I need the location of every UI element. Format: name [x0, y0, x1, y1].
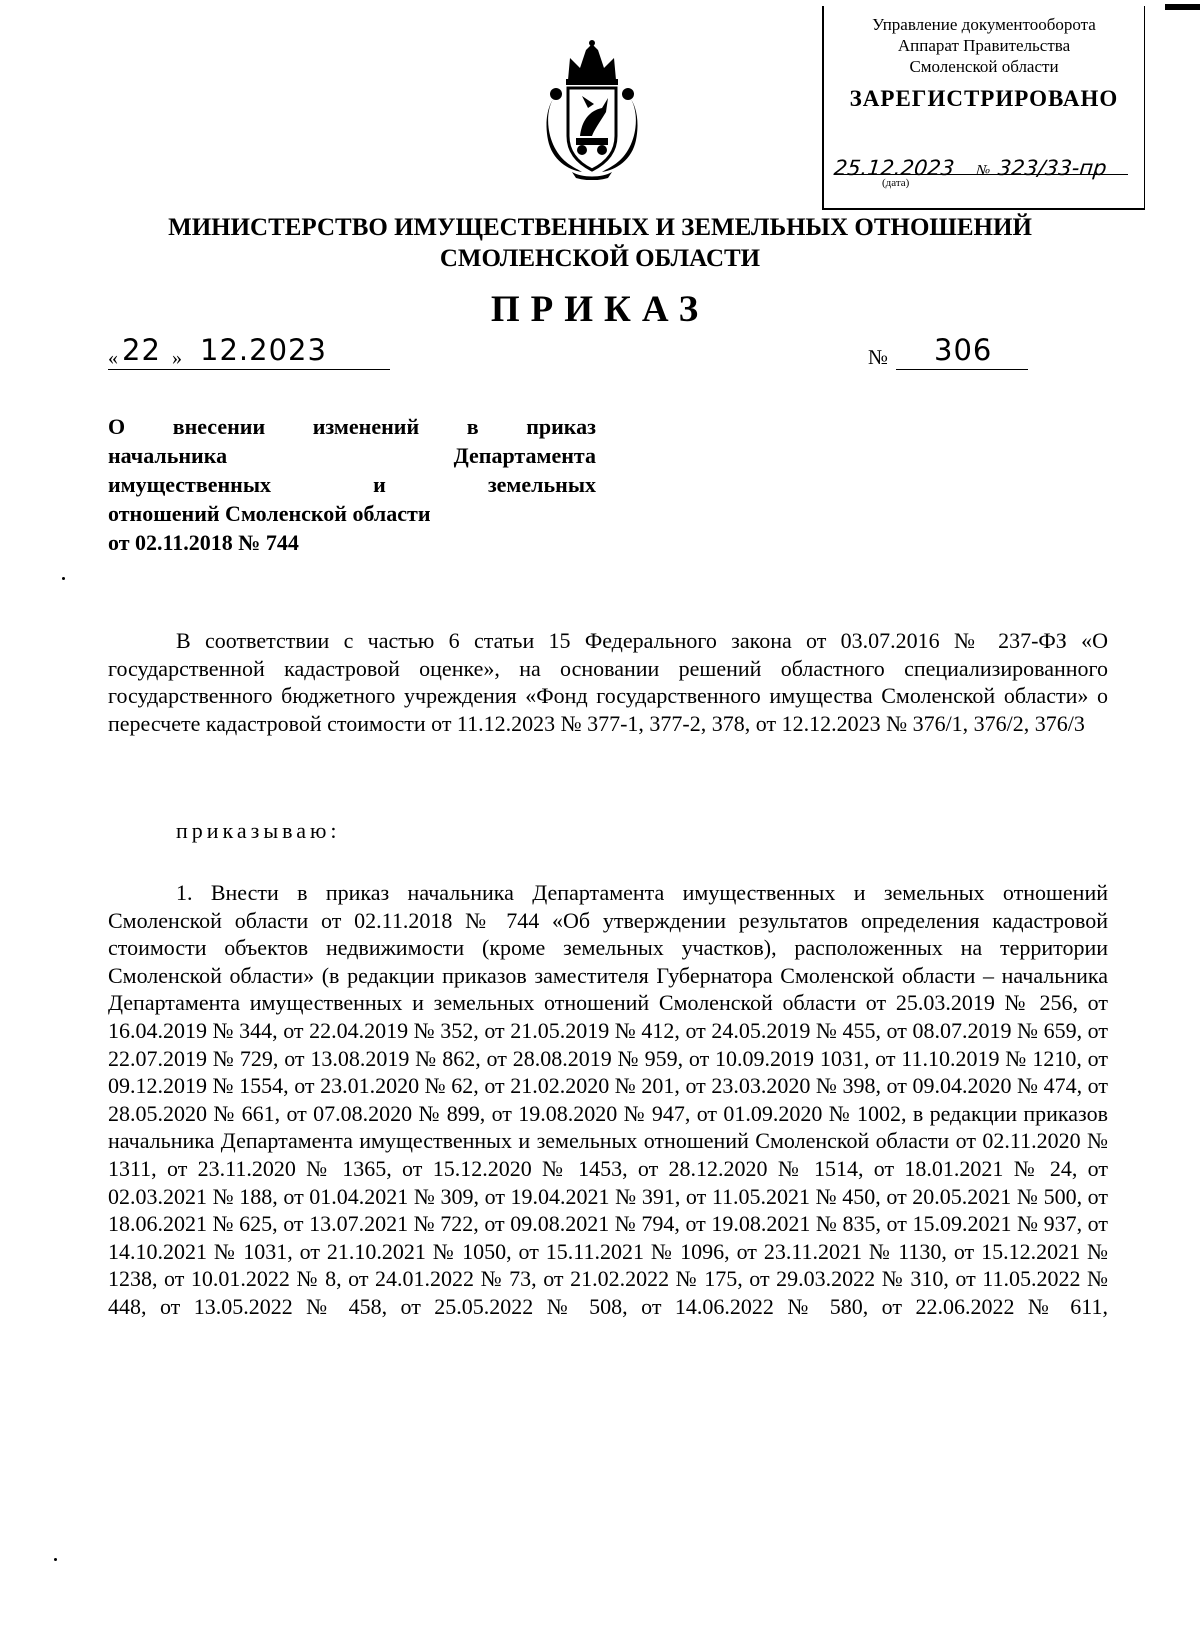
smolensk-coat-of-arms-icon — [542, 40, 642, 180]
preamble-text: В соответствии с частью 6 статьи 15 Федерального закона от 03.07.2016 № 237-ФЗ «О государственной кадастровой оценке», на основании решений областного специализированного государственного бюджетного учреждения «Фонд государственного имущества Смоленской области» о пересчете кадастровой стоимости от 11.12.2023 № 377-1, 377-2, 378, от 12.12.2023 № 376/1, 376/2, 376/3 — [108, 628, 1108, 736]
stamp-date-handwritten: 25.12.2023 — [832, 156, 956, 180]
stamp-registered: ЗАРЕГИСТРИРОВАНО — [849, 86, 1119, 111]
subject-line-5: от 02.11.2018 № 744 — [108, 530, 299, 555]
date-underline — [108, 369, 390, 370]
ministry-line-1: МИНИСТЕРСТВО ИМУЩЕСТВЕННЫХ И ЗЕМЕЛЬНЫХ ОТНОШЕНИЙ — [168, 214, 1032, 241]
subject-line-2: начальника Департамента — [108, 443, 596, 468]
scan-speck — [54, 1558, 57, 1561]
date-quote-close: » — [172, 347, 182, 369]
document-type-title: ПРИКАЗ — [490, 289, 710, 330]
date-month-year-handwritten: 12.2023 — [200, 333, 327, 367]
subject-line-3: имущественных и земельных — [108, 472, 596, 497]
stamp-date-caption: (дата) — [882, 177, 910, 189]
order-directive: приказываю: — [176, 818, 341, 843]
stamp-line-1: Управление документооборота — [872, 15, 1096, 34]
stamp-line-2: Аппарат Правительства — [897, 36, 1071, 55]
order-number-sign: № — [868, 345, 889, 369]
number-underline — [896, 369, 1028, 370]
scan-edge-mark — [1165, 4, 1200, 10]
order-number-handwritten: 306 — [934, 333, 993, 367]
date-day-handwritten: 22 — [122, 333, 161, 367]
subject-line-1: О внесении изменений в приказ — [108, 414, 596, 439]
order-date-line — [108, 333, 390, 373]
ministry-line-2: СМОЛЕНСКОЙ ОБЛАСТИ — [439, 245, 761, 272]
ministry-header — [0, 212, 1200, 274]
preamble-paragraph — [108, 627, 1108, 737]
scan-speck — [62, 577, 65, 580]
stamp-number-sign: № — [975, 163, 992, 179]
order-subject — [108, 412, 596, 557]
registration-stamp — [822, 6, 1145, 210]
order-number-line — [868, 333, 1028, 373]
stamp-line-3: Смоленской области — [909, 57, 1059, 76]
item-1-paragraph — [108, 879, 1108, 1321]
subject-line-4: отношений Смоленской области — [108, 501, 431, 526]
stamp-number-handwritten: 323/33-пр — [996, 156, 1108, 180]
date-quote-open: « — [108, 347, 118, 369]
item-1-text: 1. Внести в приказ начальника Департамента имущественных и земельных отношений Смоленской области от 02.11.2018 № 744 «Об утверждении результатов определения кадастровой стоимости объектов недвижимости (кроме земельных участков), расположенных на территории Смоленской области» (в редакции приказов заместителя Губернатора Смоленской области – начальника Департамента имущественных и земельных отношений Смоленской области от 25.03.2019 № 256, от 16.04.2019 № 344, от 22.04.2019 № 352, от 21.05.2019 № 412, от 24.05.2019 № 455, от 08.07.2019 № 659, от 22.07.2019 № 729, от 13.08.2019 № 862, от 28.08.2019 № 959, от 10.09.2019 1031, от 11.10.2019 № 1210, от 09.12.2019 № 1554, от 23.01.2020 № 62, от 21.02.2020 № 201, от 23.03.2020 № 398, от 09.04.2020 № 474, от 28.05.2020 № 661, от 07.08.2020 № 899, от 19.08.2020 № 947, от 01.09.2020 № 1002, в редакции приказов начальника Департамента имущественных и земельных отношений Смоленской области от 02.11.2020 № 1311, от 23.11.2020 № 1365, от 15.12.2020 № 1453, от 28.12.2020 № 1514, от 18.01.2021 № 24, от 02.03.2021 № 188, от 01.04.2021 № 309, от 19.04.2021 № 391, от 11.05.2021 № 450, от 20.05.2021 № 500, от 18.06.2021 № 625, от 13.07.2021 № 722, от 09.08.2021 № 794, от 19.08.2021 № 835, от 15.09.2021 № 937, от 14.10.2021 № 1031, от 21.10.2021 № 1050, от 15.11.2021 № 1096, от 23.11.2021 № 1130, от 15.12.2021 № 1238, от 10.01.2022 № 8, от 24.01.2022 № 73, от 21.02.2022 № 175, от 29.03.2022 № 310, от 11.05.2022 № 448, от 13.05.2022 № 458, от 25.05.2022 № 508, от 14.06.2022 № 580, от 22.06.2022 № 611, — [108, 880, 1108, 1319]
